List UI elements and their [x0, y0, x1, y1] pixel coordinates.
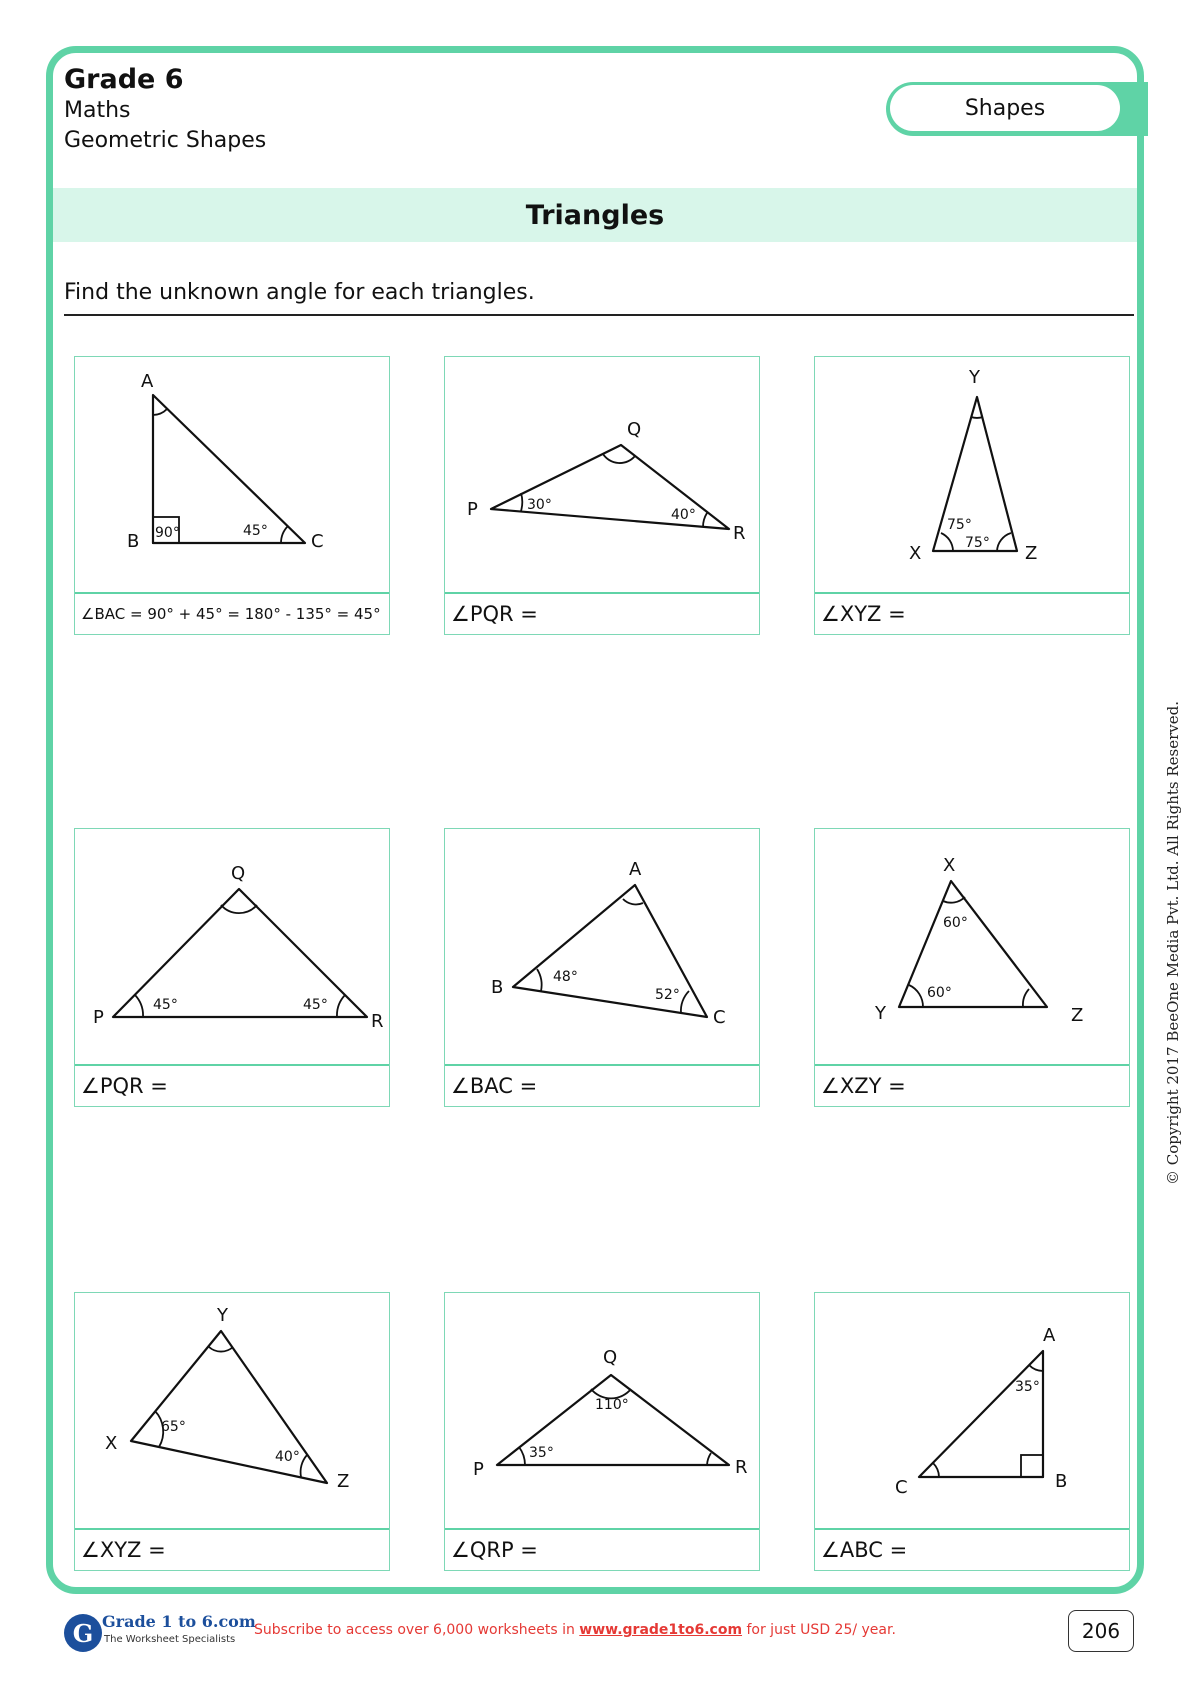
- triangle-diagram: [445, 829, 761, 1065]
- angle-label: 65°: [161, 1419, 186, 1435]
- angle-label: 45°: [243, 523, 268, 539]
- instruction-underline: [64, 314, 1134, 316]
- subscribe-promo: [254, 1622, 896, 1638]
- vertex-label: Q: [603, 1347, 618, 1368]
- angle-label: 90°: [155, 525, 180, 541]
- answer-line: ∠XZY =: [815, 1064, 1129, 1106]
- vertex-label: C: [311, 531, 324, 552]
- vertex-label: B: [1055, 1471, 1068, 1492]
- vertex-label: P: [467, 499, 478, 520]
- triangle-card-5: [444, 828, 760, 1107]
- angle-label: 52°: [655, 987, 680, 1003]
- vertex-label: Q: [231, 863, 246, 884]
- triangle-card-8: [444, 1292, 760, 1571]
- triangle-card-4: [74, 828, 390, 1107]
- vertex-label: C: [895, 1477, 908, 1498]
- answer-line: ∠QRP =: [445, 1528, 759, 1570]
- vertex-label: X: [943, 855, 956, 876]
- triangle-card-1: [74, 356, 390, 635]
- triangle-diagram: [815, 357, 1131, 593]
- vertex-label: Y: [217, 1305, 228, 1326]
- answer-line: ∠XYZ =: [75, 1528, 389, 1570]
- angle-label: 110°: [595, 1397, 629, 1413]
- subject-heading: Maths: [64, 98, 131, 123]
- angle-label: 60°: [943, 915, 968, 931]
- triangle-diagram: [75, 829, 391, 1065]
- vertex-label: B: [491, 977, 504, 998]
- triangle-card-9: [814, 1292, 1130, 1571]
- answer-line: ∠PQR =: [75, 1064, 389, 1106]
- triangle-diagram: [815, 829, 1131, 1065]
- answer-line: ∠XYZ =: [815, 592, 1129, 634]
- answer-line: ∠PQR =: [445, 592, 759, 634]
- vertex-label: A: [141, 371, 154, 392]
- logo-tagline: The Worksheet Specialists: [104, 1634, 236, 1645]
- angle-label: 48°: [553, 969, 578, 985]
- triangle-diagram: [75, 1293, 391, 1529]
- triangle-diagram: [445, 1293, 761, 1529]
- logo-name: Grade 1 to 6.com: [102, 1612, 256, 1631]
- logo-mark-icon: G: [64, 1614, 102, 1652]
- topic-heading: Geometric Shapes: [64, 128, 267, 153]
- vertex-label: A: [1043, 1325, 1056, 1346]
- vertex-label: R: [371, 1011, 384, 1032]
- angle-label: 40°: [275, 1449, 300, 1465]
- vertex-label: X: [909, 543, 922, 564]
- angle-label: 75°: [965, 535, 990, 551]
- angle-label: 60°: [927, 985, 952, 1001]
- answer-line: ∠BAC =: [445, 1064, 759, 1106]
- angle-label: 30°: [527, 497, 552, 513]
- worksheet-title: Triangles: [53, 188, 1137, 242]
- angle-label: 75°: [947, 517, 972, 533]
- promo-link[interactable]: www.grade1to6.com: [579, 1622, 743, 1638]
- answer-line: ∠ABC =: [815, 1528, 1129, 1570]
- angle-label: 35°: [1015, 1379, 1040, 1395]
- angle-label: 45°: [303, 997, 328, 1013]
- angle-label: 45°: [153, 997, 178, 1013]
- triangle-card-3: [814, 356, 1130, 635]
- copyright-notice: © Copyright 2017 BeeOne Media Pvt. Ltd. All Rights Reserved.: [1164, 701, 1182, 1185]
- vertex-label: B: [127, 531, 140, 552]
- triangle-diagram: [445, 357, 761, 593]
- angle-label: 40°: [671, 507, 696, 523]
- shapes-tab-label: Shapes: [890, 85, 1120, 131]
- promo-text-end: for just USD 25/ year.: [746, 1622, 896, 1638]
- vertex-label: A: [629, 859, 642, 880]
- vertex-label: Q: [627, 419, 642, 440]
- vertex-label: Z: [1025, 543, 1038, 564]
- triangle-diagram: [75, 357, 391, 593]
- vertex-label: R: [735, 1457, 748, 1478]
- answer-line: ∠BAC = 90° + 45° = 180° - 135° = 45°: [75, 592, 389, 634]
- vertex-label: Y: [969, 367, 980, 388]
- triangle-card-6: [814, 828, 1130, 1107]
- vertex-label: X: [105, 1433, 118, 1454]
- page-number: 206: [1068, 1610, 1134, 1652]
- vertex-label: Y: [875, 1003, 886, 1024]
- vertex-label: Z: [1071, 1005, 1084, 1026]
- triangle-card-2: [444, 356, 760, 635]
- vertex-label: Z: [337, 1471, 350, 1492]
- vertex-label: P: [93, 1007, 104, 1028]
- vertex-label: P: [473, 1459, 484, 1480]
- vertex-label: C: [713, 1007, 726, 1028]
- vertex-label: R: [733, 523, 746, 544]
- triangle-diagram: [815, 1293, 1131, 1529]
- triangle-card-7: [74, 1292, 390, 1571]
- grade-heading: Grade 6: [64, 64, 184, 95]
- instruction-text: Find the unknown angle for each triangles.: [64, 280, 535, 305]
- promo-text-start: Subscribe to access over 6,000 worksheets in: [254, 1622, 575, 1638]
- angle-label: 35°: [529, 1445, 554, 1461]
